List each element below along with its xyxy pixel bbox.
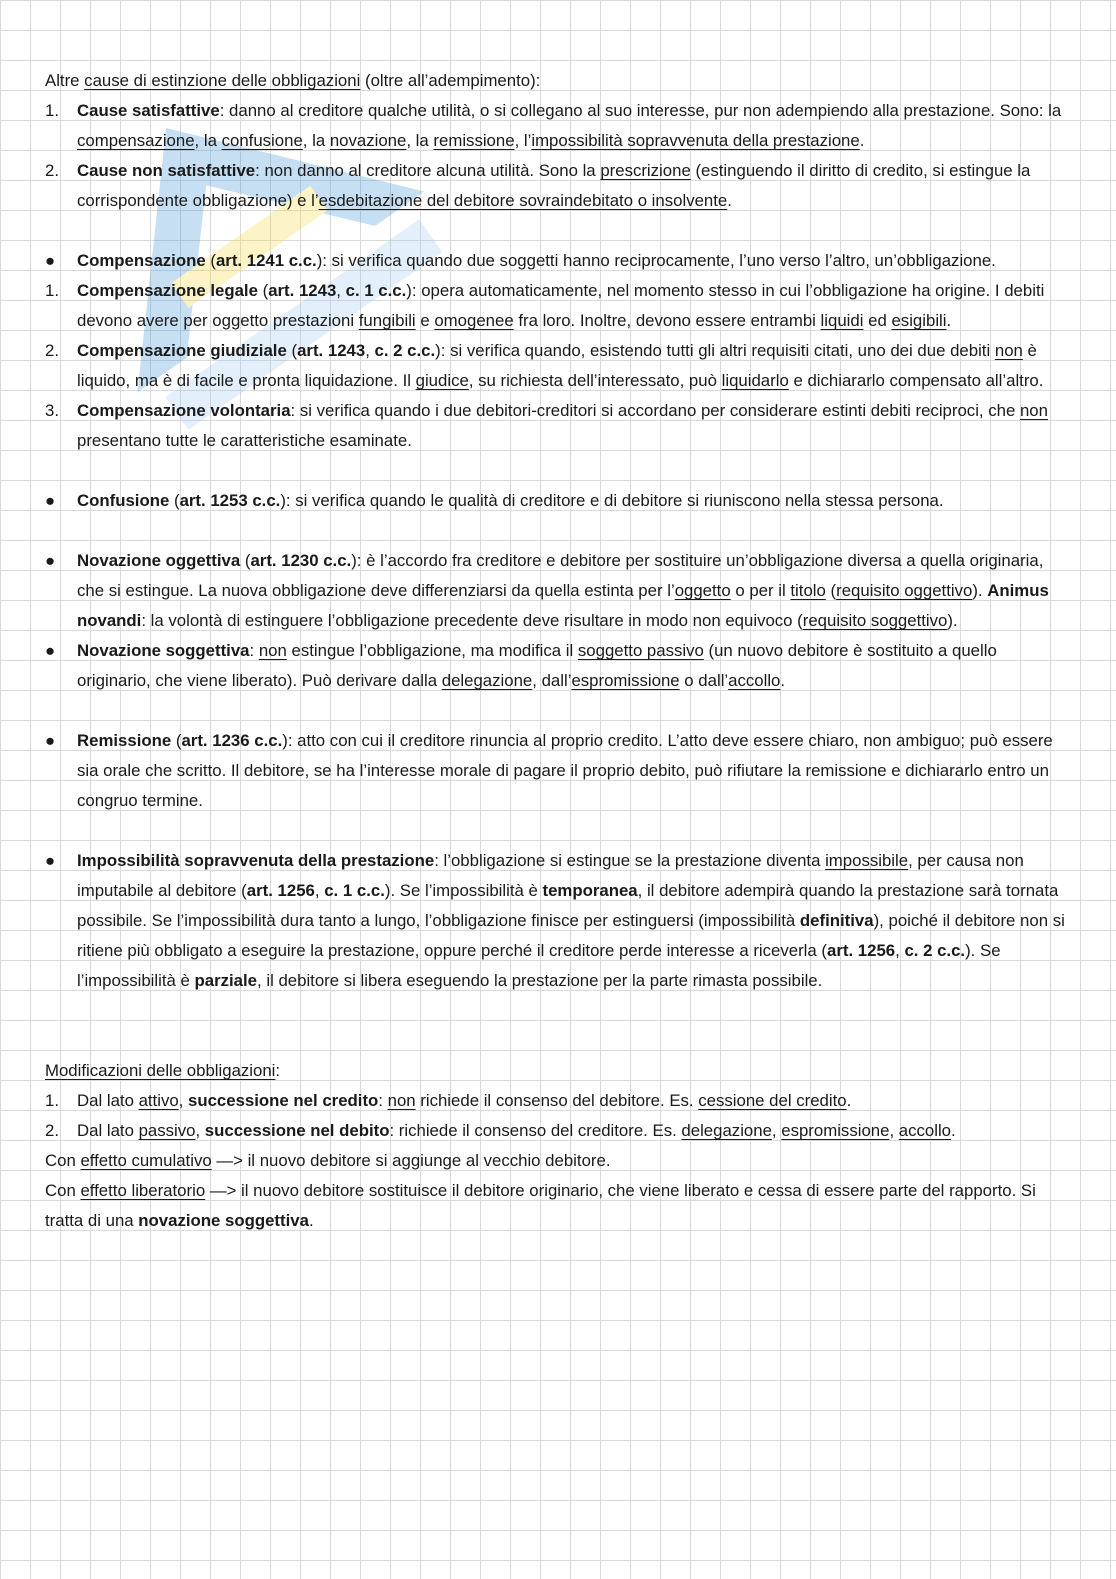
text-run: è liquido, ma è di facile e pronta liquidazione. Il: [77, 341, 1037, 390]
text-run: , l’: [514, 131, 532, 150]
bullet-marker: ●: [45, 491, 56, 510]
bullet-marker: ●: [45, 551, 56, 570]
text-run: (un nuovo debitore è sostituito a quello originario, che viene liberato). Può derivare dalla: [77, 641, 997, 690]
bullet-item: [45, 636, 1065, 696]
underlined-text: delegazione: [441, 671, 533, 690]
text-run: .: [859, 131, 865, 150]
underlined-text: requisito soggettivo: [802, 611, 948, 630]
bold-text: c. 1 c.c.: [324, 881, 385, 900]
text-run: :: [378, 1091, 388, 1110]
numbered-item: [45, 156, 1065, 216]
spacer: [45, 996, 1065, 1056]
bold-text: art. 1243: [297, 341, 366, 360]
bold-text: Impossibilità sopravvenuta della prestazione: [77, 851, 435, 870]
text-run: : non danno al creditore alcuna utilità. Sono la: [255, 161, 601, 180]
list-number: 1.: [45, 1091, 59, 1110]
underlined-text: remissione: [433, 131, 515, 150]
text-run: —> il nuovo debitore si aggiunge al vecchio debitore.: [211, 1151, 611, 1170]
underlined-text: espromissione: [781, 1121, 890, 1140]
text-run: , per causa non imputabile al debitore (: [77, 851, 1024, 900]
underlined-text: effetto cumulativo: [80, 1151, 212, 1170]
bold-text: Compensazione volontaria: [77, 401, 291, 420]
text-run: Dal lato: [77, 1091, 139, 1110]
bold-text: successione nel debito: [204, 1121, 390, 1140]
bold-text: temporanea: [542, 881, 638, 900]
bold-text: c. 2 c.c.: [374, 341, 436, 360]
bold-text: art. 1256: [246, 881, 315, 900]
text-run: (: [286, 341, 298, 360]
bold-text: Cause non satisfattive: [77, 161, 256, 180]
text-run: .: [846, 1091, 852, 1110]
text-run: ): opera automaticamente, nel momento stesso in cui l’obbligazione ha origine. I debiti devono avere per oggetto prestazioni: [77, 281, 1045, 330]
numbered-item: [45, 396, 1065, 456]
list-number: 1.: [45, 281, 59, 300]
bold-text: art. 1236 c.c.: [181, 731, 283, 750]
text-run: (: [171, 731, 182, 750]
text-run: ).: [947, 611, 958, 630]
bold-text: Cause satisfattive: [77, 101, 220, 120]
bold-text: art. 1253 c.c.: [179, 491, 281, 510]
text-run: ,: [195, 1121, 205, 1140]
spacer: [45, 516, 1065, 546]
bullet-marker: ●: [45, 731, 56, 750]
text-run: ), poiché il debitore non si ritiene più obbligato a eseguire la prestazione, oppure perché il creditore perde interesse a riceverla (: [77, 911, 1065, 960]
text-run: : danno al creditore qualche utilità, o si collegano al suo interesse, pur non adempiendo alla prestazione. Sono: la: [219, 101, 1062, 120]
text-run: —> il nuovo debitore sostituisce il debitore originario, che viene liberato e cessa di essere parte del rapporto. Si tratta di una: [45, 1181, 1036, 1230]
underlined-text: titolo: [790, 581, 826, 600]
underlined-text: liquidarlo: [721, 371, 789, 390]
spacer: [45, 216, 1065, 246]
bullet-marker: ●: [45, 251, 56, 270]
underlined-text: delegazione: [681, 1121, 772, 1140]
underlined-text: esdebitazione del debitore sovraindebitato o insolvente: [318, 191, 728, 210]
text-run: (: [169, 491, 180, 510]
text-run: .: [951, 1121, 956, 1140]
underlined-text: impossibilità sopravvenuta della prestazione: [531, 131, 860, 150]
text-run: ,: [889, 1121, 899, 1140]
text-run: ). Se l’impossibilità è: [384, 881, 543, 900]
text-run: , la: [406, 131, 434, 150]
underlined-text: requisito oggettivo: [836, 581, 973, 600]
text-run: ed: [863, 311, 892, 330]
underlined-text: passivo: [138, 1121, 196, 1140]
list-number: 2.: [45, 1121, 59, 1140]
underlined-text: Modificazioni delle obbligazioni: [45, 1061, 276, 1080]
text-run: : richiede il consenso del creditore. Es.: [389, 1121, 682, 1140]
text-run: , il debitore adempirà quando la prestazione sarà tornata possibile. Se l’impossibilità dura tanto a lungo, l’obbligazione finisce per estinguersi (impossibilità: [77, 881, 1059, 930]
underlined-text: accollo: [898, 1121, 952, 1140]
text-run: ,: [336, 281, 346, 300]
underlined-text: confusione: [221, 131, 303, 150]
text-run: : l’obbligazione si estingue se la prestazione diventa: [434, 851, 826, 870]
underlined-text: non: [1019, 401, 1048, 420]
bold-text: c. 1 c.c.: [345, 281, 407, 300]
text-run: :: [249, 641, 259, 660]
bold-text: novazione soggettiva: [138, 1211, 309, 1230]
underlined-text: prescrizione: [600, 161, 691, 180]
list-number: 2.: [45, 161, 59, 180]
underlined-text: fungibili: [358, 311, 416, 330]
underlined-text: cessione del credito: [698, 1091, 847, 1110]
underlined-text: compensazione: [77, 131, 195, 150]
bold-text: Compensazione giudiziale: [77, 341, 287, 360]
text-run: Altre: [45, 71, 85, 90]
bold-text: Compensazione: [77, 251, 206, 270]
text-run: : la volontà di estinguere l’obbligazione precedente deve risultare in modo non equivoco (: [141, 611, 803, 630]
text-run: Con: [45, 1151, 81, 1170]
text-run: ). Se l’impossibilità è: [77, 941, 1001, 990]
text-run: :: [275, 1061, 281, 1080]
bold-text: Compensazione legale: [77, 281, 258, 300]
bold-text: parziale: [194, 971, 258, 990]
list-number: 2.: [45, 341, 59, 360]
underlined-text: non: [258, 641, 287, 660]
bold-text: art. 1256: [827, 941, 896, 960]
underlined-text: impossibile: [825, 851, 909, 870]
bold-text: definitiva: [799, 911, 874, 930]
text-run: (: [240, 551, 251, 570]
text-run: e: [415, 311, 435, 330]
numbered-item: [45, 1086, 1065, 1116]
text-run: , su richiesta dell’interessato, può: [468, 371, 722, 390]
underlined-text: esigibili: [891, 311, 947, 330]
underlined-text: oggetto: [674, 581, 731, 600]
underlined-text: novazione: [329, 131, 407, 150]
underlined-text: omogenee: [434, 311, 514, 330]
text-run: (: [205, 251, 216, 270]
text-run: ): si verifica quando le qualità di creditore e di debitore si riuniscono nella stessa persona.: [280, 491, 944, 510]
bold-text: Novazione soggettiva: [77, 641, 250, 660]
spacer: [45, 816, 1065, 846]
text-run: ,: [314, 881, 325, 900]
text-run: e dichiararlo compensato all’altro.: [788, 371, 1044, 390]
text-run: Con: [45, 1181, 81, 1200]
bold-text: c. 2 c.c.: [904, 941, 966, 960]
text-run: ,: [895, 941, 905, 960]
paragraph: [45, 1146, 1065, 1176]
underlined-text: non: [387, 1091, 416, 1110]
text-run: estingue l’obbligazione, ma modifica il: [286, 641, 578, 660]
text-run: presentano tutte le caratteristiche esaminate.: [77, 431, 412, 450]
text-run: .: [780, 671, 786, 690]
text-run: (estinguendo il diritto di credito, si estingue la corrispondente obbligazione) e l’: [77, 161, 1031, 210]
list-number: 3.: [45, 401, 59, 420]
underlined-text: attivo: [138, 1091, 179, 1110]
text-run: ): atto con cui il creditore rinuncia al proprio credito. L’atto deve essere chiaro, non ambiguo; può essere sia orale che scritto. Il debitore, se ha l’interesse morale di pagare il proprio debito, può rifiutare la remissione e dichiararlo entro un congruo termine.: [77, 731, 1053, 810]
bold-text: Animus novandi: [77, 581, 1049, 630]
bullet-item: [45, 546, 1065, 636]
text-run: .: [308, 1211, 314, 1230]
underlined-text: espromissione: [571, 671, 680, 690]
document-body: [45, 66, 1065, 1236]
text-run: (oltre all’adempimento):: [360, 71, 541, 90]
text-run: ): si verifica quando, esistendo tutti gli altri requisiti citati, uno dei due debiti: [435, 341, 995, 360]
underlined-text: liquidi: [820, 311, 864, 330]
text-run: ,: [178, 1091, 189, 1110]
text-run: ,: [771, 1121, 782, 1140]
bullet-item: [45, 846, 1065, 996]
numbered-item: [45, 96, 1065, 156]
underlined-text: accollo: [728, 671, 781, 690]
spacer: [45, 696, 1065, 726]
underlined-text: cause di estinzione delle obbligazioni: [84, 71, 361, 90]
bold-text: Novazione oggettiva: [77, 551, 241, 570]
text-run: , dall’: [532, 671, 572, 690]
text-run: ): si verifica quando due soggetti hanno reciprocamente, l’uno verso l’altro, un’obbligazione.: [316, 251, 996, 270]
underlined-text: non: [994, 341, 1023, 360]
text-run: fra loro. Inoltre, devono essere entrambi: [513, 311, 821, 330]
paragraph: [45, 1056, 1065, 1086]
bullet-marker: ●: [45, 641, 56, 660]
text-run: (: [257, 281, 269, 300]
text-run: ,: [365, 341, 375, 360]
paragraph: [45, 1176, 1065, 1236]
bold-text: art. 1243: [268, 281, 337, 300]
text-run: , il debitore si libera eseguendo la prestazione per la parte rimasta possibile.: [257, 971, 823, 990]
bold-text: successione nel credito: [188, 1091, 379, 1110]
text-run: , la: [302, 131, 330, 150]
text-run: , la: [194, 131, 222, 150]
bullet-marker: ●: [45, 851, 56, 870]
text-run: richiede il consenso del debitore. Es.: [415, 1091, 699, 1110]
paragraph: [45, 66, 1065, 96]
numbered-item: [45, 336, 1065, 396]
list-number: 1.: [45, 101, 59, 120]
bullet-item: [45, 486, 1065, 516]
text-run: (: [825, 581, 837, 600]
numbered-item: [45, 1116, 1065, 1146]
text-run: ): è l’accordo fra creditore e debitore per sostituire un’obbligazione diversa a quella originaria, che si estingue. La nuova obbligazione deve differenziarsi da quella estinta per l’: [77, 551, 1044, 600]
underlined-text: soggetto passivo: [577, 641, 704, 660]
numbered-item: [45, 276, 1065, 336]
bullet-item: [45, 726, 1065, 816]
text-run: o dall’: [679, 671, 729, 690]
bold-text: Remissione: [77, 731, 172, 750]
text-run: Dal lato: [77, 1121, 139, 1140]
underlined-text: giudice: [415, 371, 469, 390]
bullet-item: [45, 246, 1065, 276]
text-run: .: [946, 311, 952, 330]
bold-text: Confusione: [77, 491, 170, 510]
text-run: o per il: [730, 581, 791, 600]
bold-text: art. 1241 c.c.: [215, 251, 317, 270]
bold-text: art. 1230 c.c.: [250, 551, 352, 570]
underlined-text: effetto liberatorio: [80, 1181, 206, 1200]
spacer: [45, 456, 1065, 486]
text-run: ).: [972, 581, 988, 600]
text-run: .: [727, 191, 732, 210]
text-run: : si verifica quando i due debitori-creditori si accordano per considerare estinti debiti reciproci, che: [290, 401, 1020, 420]
